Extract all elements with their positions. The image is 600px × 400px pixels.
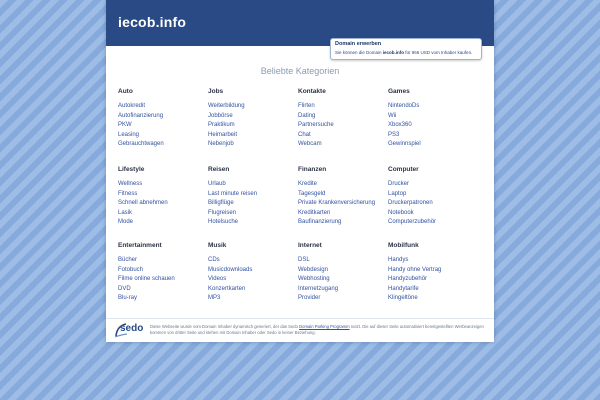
category-link[interactable]: Provider bbox=[298, 295, 321, 301]
category-link[interactable]: Private Krankenversicherung bbox=[298, 200, 376, 206]
category-title: Finanzen bbox=[298, 166, 327, 173]
offer-text-after: für 966 USD vom Inhaber kaufen. bbox=[404, 50, 473, 55]
category-link[interactable]: Wii bbox=[388, 112, 397, 119]
category-link[interactable]: Gebrauchtwagen bbox=[118, 141, 164, 147]
category-link[interactable]: Leasing bbox=[118, 131, 140, 138]
category-8 bbox=[118, 242, 208, 304]
category-title: Internet bbox=[298, 242, 322, 249]
category-link[interactable]: Partnersuche bbox=[298, 122, 334, 128]
category-link[interactable]: Last minute reisen bbox=[208, 190, 258, 197]
category-link[interactable]: Tagesgeld bbox=[298, 190, 326, 197]
category-link[interactable]: Handy ohne Vertrag bbox=[388, 266, 442, 273]
category-title: Musik bbox=[208, 242, 227, 249]
category-link[interactable]: DSL bbox=[298, 257, 310, 263]
category-link[interactable]: NintendoDs bbox=[388, 103, 420, 109]
category-link[interactable]: Lasik bbox=[118, 209, 133, 216]
category-link[interactable]: Webhosting bbox=[298, 276, 330, 282]
category-link[interactable]: Videos bbox=[208, 276, 227, 282]
category-link[interactable]: Urlaub bbox=[208, 181, 226, 187]
category-link[interactable]: MP3 bbox=[208, 295, 221, 301]
sedo-logo-text[interactable]: sedo bbox=[120, 323, 144, 334]
category-link[interactable]: Internetzugang bbox=[298, 285, 339, 292]
category-link[interactable]: Webcam bbox=[298, 141, 322, 147]
category-link[interactable]: Computerzubehör bbox=[388, 219, 437, 225]
category-link[interactable]: Flirten bbox=[298, 103, 315, 109]
category-link[interactable]: Blu-ray bbox=[118, 295, 138, 301]
category-link[interactable]: Klingeltöne bbox=[388, 295, 418, 301]
category-title: Games bbox=[388, 88, 410, 95]
category-link[interactable]: Billigflüge bbox=[208, 200, 234, 206]
category-link[interactable]: Druckerpatronen bbox=[388, 200, 433, 206]
category-link[interactable]: Wellness bbox=[118, 181, 143, 187]
category-link[interactable]: CDs bbox=[208, 257, 220, 263]
category-link[interactable]: Baufinanzierung bbox=[298, 219, 342, 225]
category-title: Entertainment bbox=[118, 242, 162, 249]
category-link[interactable]: Weiterbildung bbox=[208, 103, 245, 109]
category-link[interactable]: Konzertkarten bbox=[208, 285, 246, 292]
domain-title[interactable]: iecob.info bbox=[118, 14, 187, 30]
category-1 bbox=[208, 88, 298, 150]
category-title: Auto bbox=[118, 88, 133, 95]
category-3 bbox=[388, 88, 478, 150]
category-link[interactable]: Fitness bbox=[118, 190, 138, 197]
category-2 bbox=[298, 88, 388, 150]
domain-parking-link[interactable]: Domain Parking Programm bbox=[299, 324, 350, 329]
category-link[interactable]: Gewinnspiel bbox=[388, 141, 421, 147]
category-link[interactable]: PS3 bbox=[388, 131, 400, 138]
offer-domain: iecob.info bbox=[382, 50, 405, 55]
category-link[interactable]: Notebook bbox=[388, 209, 414, 216]
category-link[interactable]: Webdesign bbox=[298, 266, 328, 273]
category-link[interactable]: Fotobuch bbox=[118, 266, 144, 273]
offer-text-before: Sie können die Domain bbox=[335, 50, 383, 55]
parking-page bbox=[106, 0, 494, 342]
category-link[interactable]: Handys bbox=[388, 257, 409, 263]
category-link[interactable]: Flugreisen bbox=[208, 209, 237, 216]
category-link[interactable]: Heimarbeit bbox=[208, 131, 238, 138]
footer-text-part1: Diese Webseite wurde vom Domain Inhaber dynamisch generiert, der das Sedo bbox=[150, 324, 300, 329]
domain-offer-box[interactable] bbox=[330, 38, 482, 60]
category-0 bbox=[118, 88, 208, 150]
categories-heading: Beliebte Kategorien bbox=[260, 66, 340, 76]
category-title: Kontakte bbox=[298, 88, 326, 95]
category-link[interactable]: Chat bbox=[298, 131, 311, 138]
category-link[interactable]: Mode bbox=[118, 219, 134, 225]
category-link[interactable]: Laptop bbox=[388, 190, 407, 197]
category-9 bbox=[208, 242, 298, 304]
category-link[interactable]: Bücher bbox=[118, 257, 138, 263]
category-link[interactable]: DVD bbox=[118, 285, 131, 292]
category-link[interactable]: Handyzubehör bbox=[388, 276, 428, 282]
offer-title[interactable]: Domain erwerben bbox=[335, 41, 382, 47]
category-link[interactable]: Nebenjob bbox=[208, 141, 234, 147]
category-link[interactable]: Dating bbox=[298, 112, 316, 119]
category-link[interactable]: Hotelsuche bbox=[208, 219, 239, 225]
category-link[interactable]: Kredite bbox=[298, 181, 318, 187]
category-link[interactable]: Autokredit bbox=[118, 103, 146, 109]
category-7 bbox=[388, 166, 478, 228]
category-link[interactable]: Xbox360 bbox=[388, 122, 412, 128]
category-title: Lifestyle bbox=[118, 166, 145, 173]
category-title: Jobs bbox=[208, 88, 224, 95]
category-link[interactable]: Praktikum bbox=[208, 122, 235, 128]
category-link[interactable]: PKW bbox=[118, 122, 132, 128]
category-link[interactable]: Handytarife bbox=[388, 285, 419, 292]
category-6 bbox=[298, 166, 388, 228]
category-link[interactable]: Autofinanzierung bbox=[118, 112, 164, 119]
category-link[interactable]: Schnell abnehmen bbox=[118, 200, 168, 206]
footer-text-part2: nutzt. Die auf dieser Seite automatisiert bereitgestellten Werbeanzeigen kommen von dritter Seite und stehen mit Domain Inhaber oder Sedo in keiner Beziehung. bbox=[150, 324, 484, 335]
category-5 bbox=[208, 166, 298, 228]
category-link[interactable]: Drucker bbox=[388, 181, 410, 187]
category-11 bbox=[388, 242, 478, 304]
category-title: Mobilfunk bbox=[388, 242, 419, 249]
category-link[interactable]: Musicdownloads bbox=[208, 266, 253, 273]
category-10 bbox=[298, 242, 388, 304]
category-title: Reisen bbox=[208, 166, 230, 173]
category-link[interactable]: Filme online schauen bbox=[118, 276, 175, 282]
category-title: Computer bbox=[388, 166, 419, 173]
footer-disclaimer bbox=[150, 324, 486, 336]
footer bbox=[106, 318, 494, 343]
category-link[interactable]: Jobbörse bbox=[208, 112, 233, 119]
category-link[interactable]: Kreditkarten bbox=[298, 209, 331, 216]
offer-text bbox=[335, 50, 472, 55]
category-4 bbox=[118, 166, 208, 228]
